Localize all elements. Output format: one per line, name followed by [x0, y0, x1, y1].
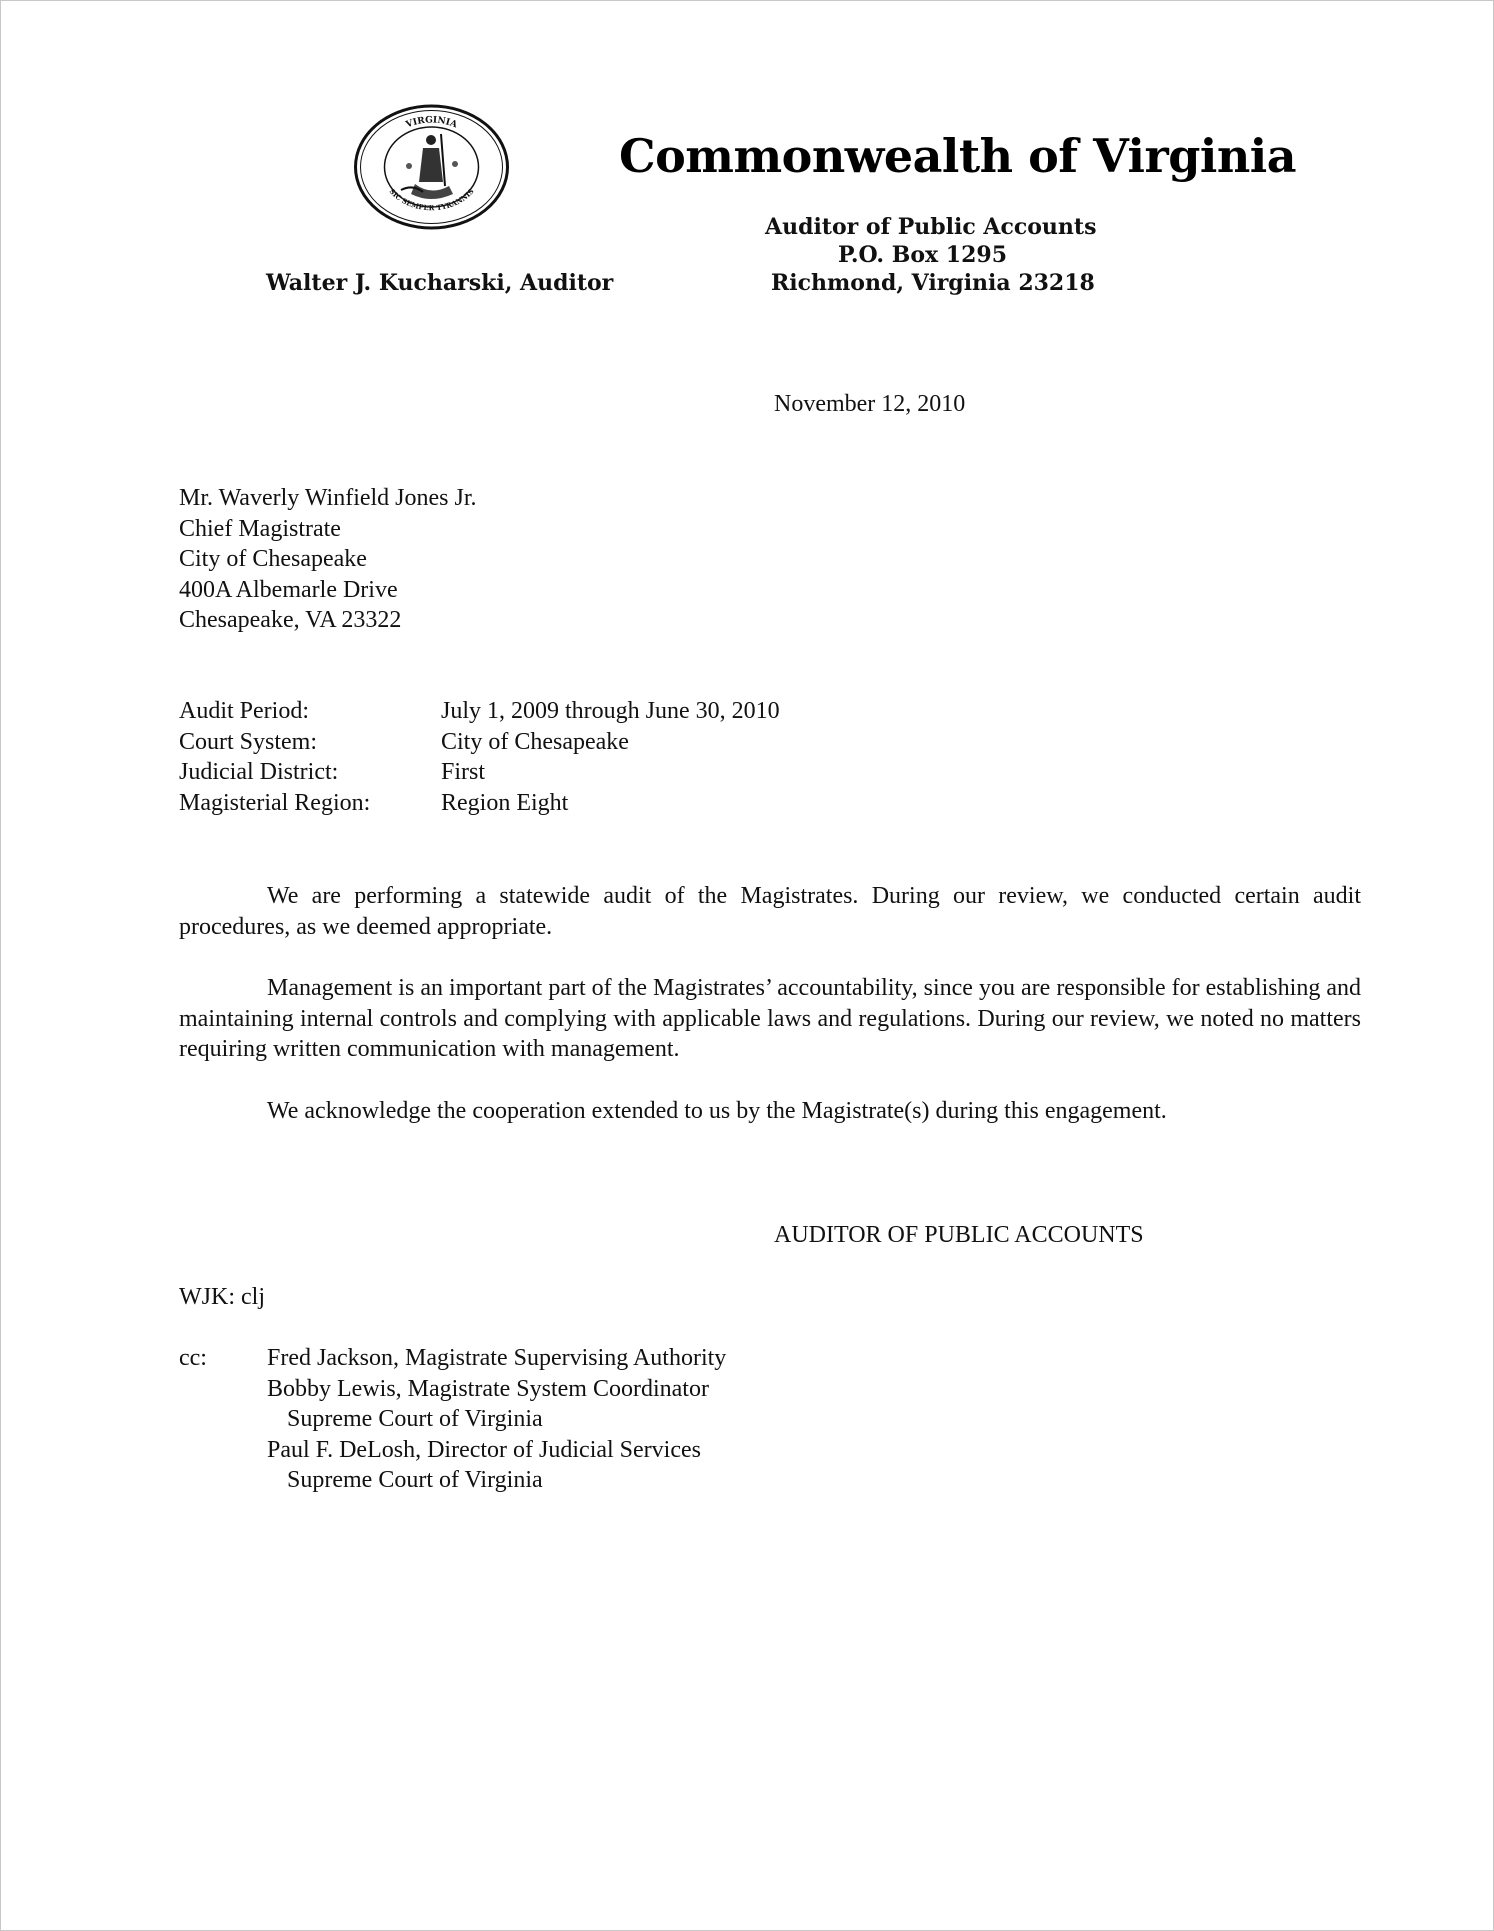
recipient-address: [179, 483, 477, 636]
letter-date: November 12, 2010: [774, 391, 966, 417]
audit-info-row: [179, 729, 780, 760]
recipient-line: City of Chesapeake: [179, 546, 367, 572]
letterhead-po-box: P.O. Box 1295: [838, 242, 1008, 268]
audit-info-value: July 1, 2009 through June 30, 2010: [441, 698, 780, 724]
body-paragraph-2: Management is an important part of the Magistrates’ accountability, since you are responsible for establishing and maintaining internal controls and complying with applicable laws and regulations. During our review, we noted no matters requiring written communication with management.: [179, 975, 1361, 1062]
seal-bottom-text: SIC SEMPER TYRANNIS: [387, 186, 476, 213]
body-paragraph-3: We acknowledge the cooperation extended to us by the Magistrate(s) during this engagement.: [267, 1098, 1167, 1124]
svg-text:VIRGINIA: [404, 115, 460, 130]
audit-info-value: First: [441, 759, 486, 785]
audit-info-label: Court System:: [179, 728, 318, 755]
letterhead-agency: Auditor of Public Accounts: [765, 214, 1097, 240]
audit-info-label: Magisterial Region:: [179, 789, 371, 816]
audit-info-row: [179, 790, 780, 821]
typist-initials: WJK: clj: [179, 1284, 265, 1310]
cc-list: [267, 1343, 726, 1496]
letterhead-auditor-name: Walter J. Kucharski, Auditor: [266, 270, 614, 296]
cc-label: cc:: [179, 1345, 207, 1371]
audit-info-value: Region Eight: [441, 789, 569, 816]
cc-entry: Supreme Court of Virginia: [287, 1406, 543, 1432]
recipient-line: Chief Magistrate: [179, 515, 341, 542]
cc-entry: Bobby Lewis, Magistrate System Coordinator: [267, 1375, 709, 1402]
virginia-seal-icon: [353, 104, 510, 230]
audit-info-row: [179, 698, 780, 729]
audit-info-row: [179, 759, 780, 790]
cc-entry: Paul F. DeLosh, Director of Judicial Services: [267, 1436, 701, 1463]
audit-info-value: City of Chesapeake: [441, 728, 629, 755]
body-paragraph-1: We are performing a statewide audit of the Magistrates. During our review, we conducted certain audit procedures, as we deemed appropriate.: [179, 883, 1361, 940]
audit-info-table: [179, 698, 780, 820]
recipient-line: Mr. Waverly Winfield Jones Jr.: [179, 485, 477, 511]
seal-top-text: VIRGINIA: [404, 115, 459, 131]
audit-info-label: Judicial District:: [179, 759, 339, 785]
audit-info-label: Audit Period:: [179, 698, 309, 724]
recipient-line: Chesapeake, VA 23322: [179, 607, 402, 633]
cc-entry: Supreme Court of Virginia: [287, 1467, 543, 1493]
letterhead-title: Commonwealth of Virginia: [619, 129, 1297, 183]
recipient-line: 400A Albemarle Drive: [179, 576, 398, 603]
signoff: AUDITOR OF PUBLIC ACCOUNTS: [774, 1222, 1144, 1248]
letterhead-city: Richmond, Virginia 23218: [771, 270, 1095, 296]
cc-entry: Fred Jackson, Magistrate Supervising Authority: [267, 1345, 727, 1371]
